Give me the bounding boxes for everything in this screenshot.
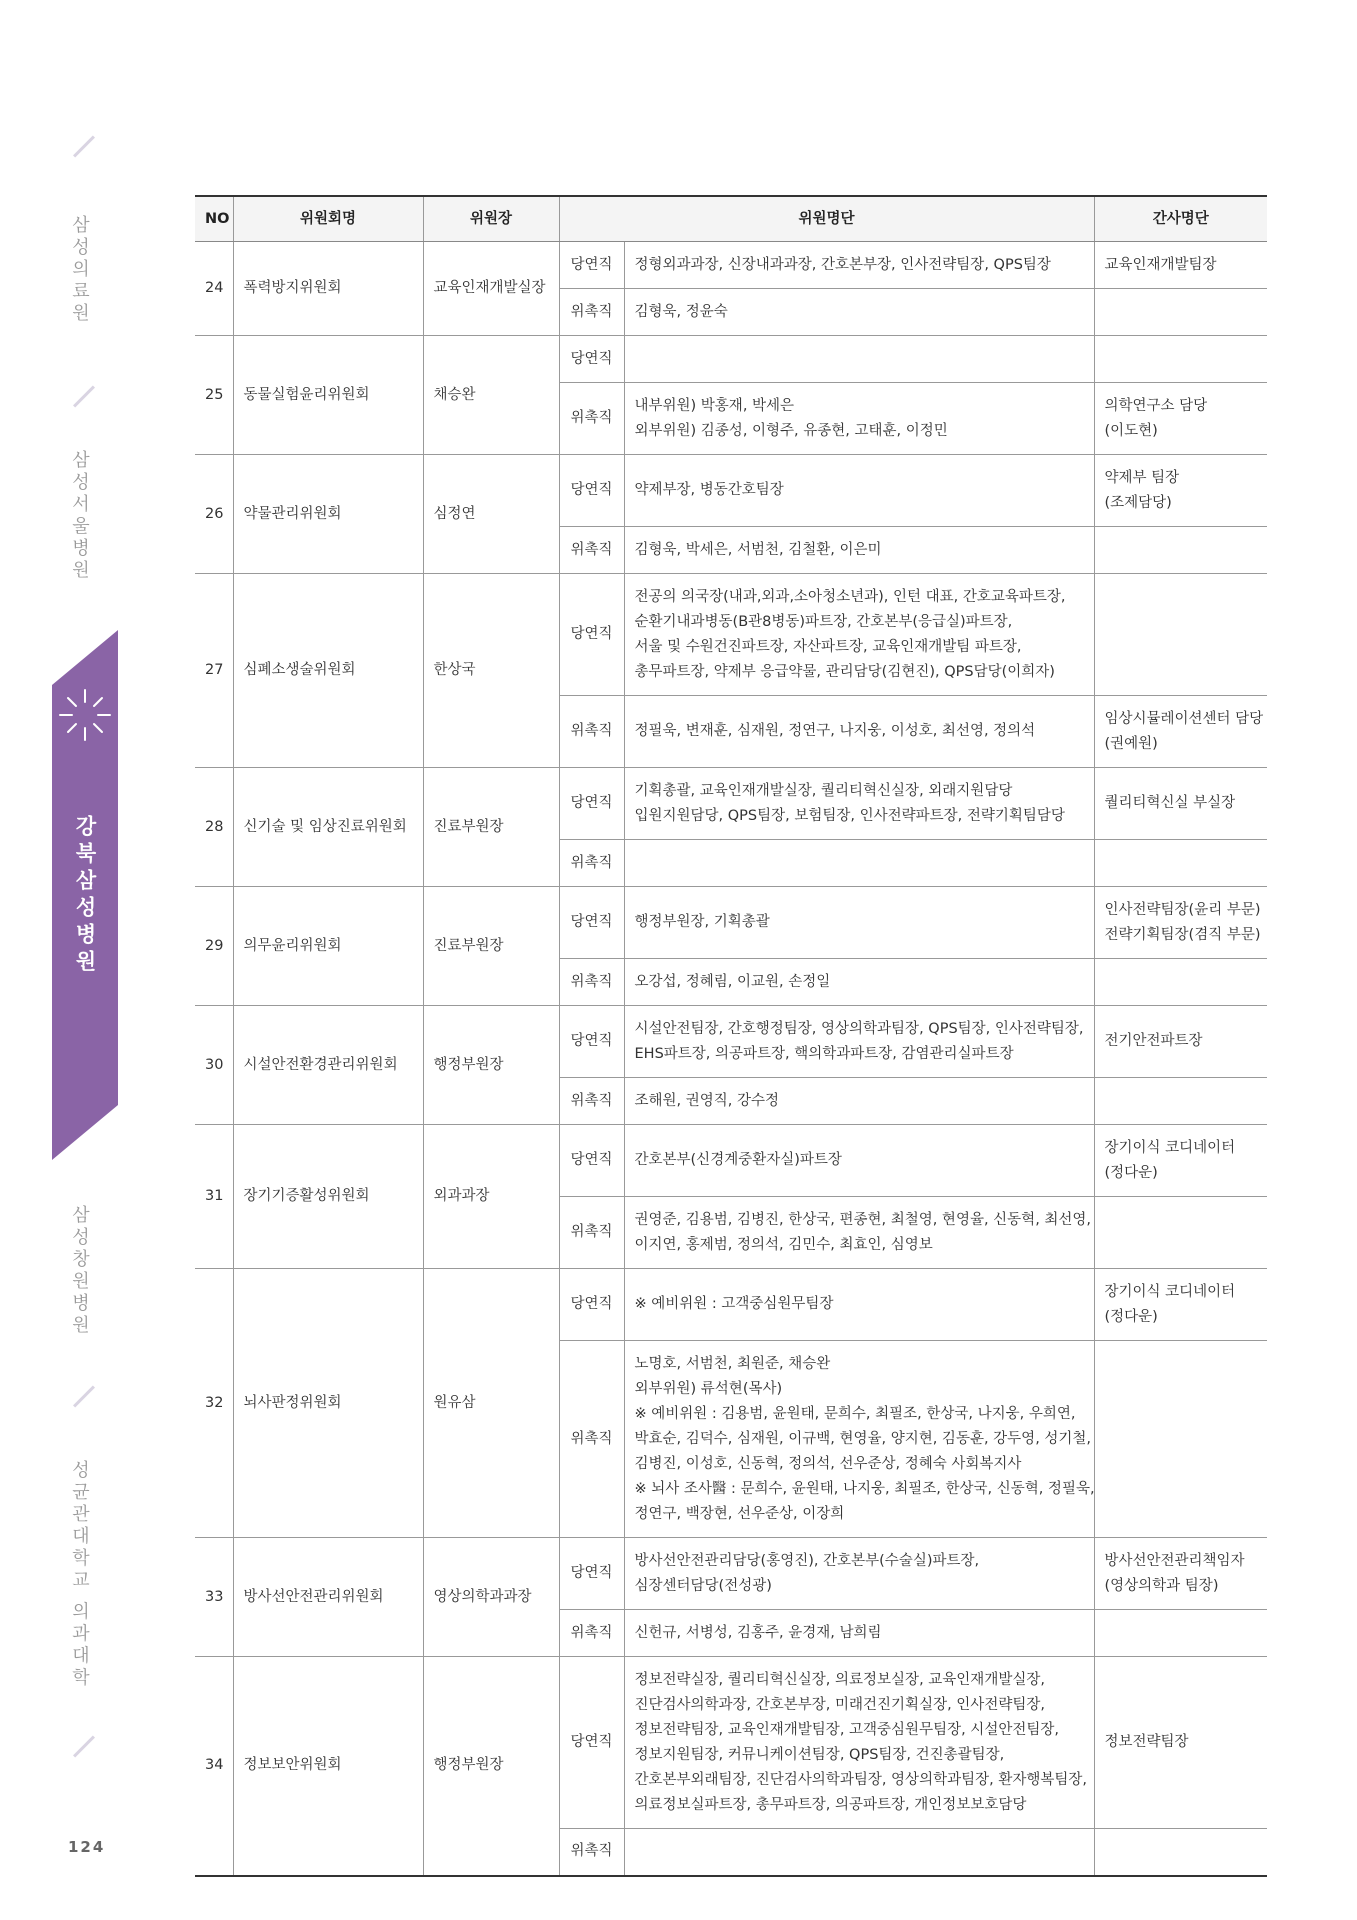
secretary-list <box>1094 1125 1267 1197</box>
member-list-line: 정형외과과장, 신장내과과장, 간호본부장, 인사전략팀장, QPS팀장 <box>634 256 1051 273</box>
member-type <box>559 242 624 289</box>
member-list-line: 총무파트장, 약제부 응급약물, 관리담당(김현진), QPS담당(이희자) <box>634 663 1055 680</box>
member-type-line: 위촉직 <box>570 541 613 558</box>
member-type-line: 위촉직 <box>570 973 613 990</box>
sidebar <box>0 0 130 1920</box>
committee-name <box>233 455 423 574</box>
committee-name <box>233 768 423 887</box>
member-list <box>624 1341 1094 1538</box>
row-number-line: 30 <box>205 1056 224 1073</box>
row-number-line: 29 <box>205 937 224 954</box>
member-list <box>624 1197 1094 1269</box>
header-committee-name: 위원회명 <box>233 196 423 242</box>
member-list-line: 김형욱, 박세은, 서범천, 김철환, 이은미 <box>634 541 882 558</box>
row-number <box>195 768 233 887</box>
member-list <box>624 336 1094 383</box>
committee-chair <box>423 242 559 336</box>
secretary-list <box>1094 455 1267 527</box>
secretary-list <box>1094 527 1267 574</box>
divider-slash <box>73 1736 95 1758</box>
committee-chair <box>423 1006 559 1125</box>
member-list <box>624 1657 1094 1829</box>
committee-name <box>233 1657 423 1876</box>
sidebar-item-label[interactable]: 삼성의료원 <box>69 215 90 325</box>
secretary-list-line: 방사선안전관리책임자 <box>1104 1552 1245 1569</box>
member-type <box>559 527 624 574</box>
row-number <box>195 455 233 574</box>
secretary-list-line: (조제담당) <box>1104 494 1172 511</box>
member-list-line: 오강섭, 정혜림, 이교원, 손정일 <box>634 973 831 990</box>
member-list <box>624 768 1094 840</box>
member-type <box>559 1197 624 1269</box>
committee-name-line: 심폐소생술위원회 <box>243 662 356 678</box>
row-number <box>195 1538 233 1657</box>
committee-chair-line: 진료부원장 <box>433 937 504 954</box>
committee-name <box>233 1125 423 1269</box>
secretary-list <box>1094 336 1267 383</box>
member-list-line: EHS파트장, 의공파트장, 핵의학과파트장, 감염관리실파트장 <box>634 1045 1014 1062</box>
committee-name-line: 방사선안전관리위원회 <box>243 1588 384 1605</box>
secretary-list <box>1094 1610 1267 1657</box>
table-row <box>195 336 1267 383</box>
secretary-list <box>1094 768 1267 840</box>
member-type-line: 위촉직 <box>570 854 613 871</box>
member-type <box>559 289 624 336</box>
divider-slash <box>73 1386 95 1408</box>
member-type <box>559 959 624 1006</box>
committee-chair-line: 영상의학과과장 <box>433 1588 532 1605</box>
row-number-line: 28 <box>205 818 224 835</box>
member-list <box>624 840 1094 887</box>
member-list-line: 전공의 의국장(내과,외과,소아청소년과), 인턴 대표, 간호교육파트장, <box>634 588 1066 605</box>
secretary-list <box>1094 959 1267 1006</box>
committee-chair <box>423 336 559 455</box>
member-list-line: 의료정보실파트장, 총무파트장, 의공파트장, 개인정보보호담당 <box>634 1796 1027 1813</box>
member-list-line: ※ 뇌사 조사醫 : 문희수, 윤원태, 나지웅, 최필조, 한상국, 신동혁, 정필욱, <box>634 1480 1095 1497</box>
member-list-line: 이지연, 홍제범, 정의석, 김민수, 최효인, 심영보 <box>634 1236 933 1253</box>
row-number <box>195 574 233 768</box>
member-list-line: 정보지원팀장, 커뮤니케이션팀장, QPS팀장, 건진총괄팀장, <box>634 1746 1005 1763</box>
member-list <box>624 959 1094 1006</box>
sidebar-item-label[interactable]: 삼성창원병원 <box>69 1205 90 1337</box>
member-list-line: 정필욱, 변재훈, 심재원, 정연구, 나지웅, 이성호, 최선영, 정의석 <box>634 723 1036 739</box>
member-type-line: 당연직 <box>570 350 613 367</box>
member-list-line: 간호본부외래팀장, 진단검사의학과팀장, 영상의학과팀장, 환자행복팀장, <box>634 1771 1087 1788</box>
committee-name <box>233 1006 423 1125</box>
member-list-line: 방사선안전관리담당(홍영진), 간호본부(수술실)파트장, <box>634 1552 980 1569</box>
member-type <box>559 1078 624 1125</box>
committee-name <box>233 242 423 336</box>
member-list-line: 입원지원담당, QPS팀장, 보험팀장, 인사전략파트장, 전략기획팀담당 <box>634 807 1065 824</box>
committee-chair <box>423 574 559 768</box>
secretary-list-line: 약제부 팀장 <box>1104 469 1180 486</box>
member-list-line: ※ 예비위원 : 고객중심원무팀장 <box>634 1296 834 1312</box>
row-number-line: 26 <box>205 505 224 522</box>
member-list-line: 순환기내과병동(B관8병동)파트장, 간호본부(응급실)파트장, <box>634 613 1013 630</box>
committee-chair-line: 진료부원장 <box>433 818 504 835</box>
secretary-list-line: (영상의학과 팀장) <box>1104 1577 1219 1594</box>
secretary-list-line: 전략기획팀장(겸직 부문) <box>1104 926 1261 943</box>
member-type <box>559 1538 624 1610</box>
member-list <box>624 887 1094 959</box>
member-type <box>559 768 624 840</box>
row-number-line: 31 <box>205 1188 224 1204</box>
secretary-list-line: (이도현) <box>1104 422 1158 439</box>
table-row <box>195 455 1267 527</box>
row-number <box>195 1657 233 1876</box>
secretary-list <box>1094 1078 1267 1125</box>
member-list <box>624 696 1094 768</box>
member-list <box>624 1829 1094 1876</box>
row-number <box>195 336 233 455</box>
member-type-line: 당연직 <box>570 1565 613 1581</box>
secretary-list <box>1094 1269 1267 1341</box>
row-number <box>195 1269 233 1538</box>
secretary-list-line: 퀄리티혁신실 부실장 <box>1104 795 1236 811</box>
member-type-line: 당연직 <box>570 914 613 930</box>
member-list-line: 진단검사의학과장, 간호본부장, 미래건진기획실장, 인사전략팀장, <box>634 1696 1045 1713</box>
committee-table <box>195 195 1267 1877</box>
table-body <box>195 242 1267 1876</box>
member-type-line: 위촉직 <box>570 723 613 739</box>
member-list-line: 정연구, 백장현, 선우준상, 이장희 <box>634 1505 845 1522</box>
committee-chair <box>423 455 559 574</box>
burst-icon <box>52 680 118 750</box>
member-list <box>624 527 1094 574</box>
member-type-line: 당연직 <box>570 482 613 498</box>
sidebar-item-label[interactable]: 삼성서울병원 <box>69 450 90 582</box>
member-list-line: 내부위원) 박홍재, 박세은 <box>634 397 795 414</box>
secretary-list <box>1094 1197 1267 1269</box>
table-row <box>195 1269 1267 1341</box>
member-type-line: 당연직 <box>570 1296 613 1312</box>
member-type-line: 위촉직 <box>570 303 613 320</box>
member-list <box>624 455 1094 527</box>
committee-chair <box>423 1125 559 1269</box>
committee-name <box>233 887 423 1006</box>
secretary-list-line: 교육인재개발팀장 <box>1104 256 1217 273</box>
secretary-list <box>1094 574 1267 696</box>
member-list <box>624 289 1094 336</box>
table-row <box>195 1657 1267 1829</box>
member-list-line: 약제부장, 병동간호팀장 <box>634 482 784 498</box>
secretary-list <box>1094 696 1267 768</box>
divider-slash <box>73 136 95 158</box>
committee-name-line: 약물관리위원회 <box>243 505 342 522</box>
committee-name-line: 신기술 및 임상진료위원회 <box>243 818 407 835</box>
member-type <box>559 574 624 696</box>
committee-name-line: 동물실험윤리위원회 <box>243 386 370 403</box>
member-type <box>559 1829 624 1876</box>
member-list <box>624 574 1094 696</box>
member-list-line: 외부위원) 김종성, 이형주, 유종현, 고태훈, 이정민 <box>634 422 948 439</box>
committee-name-line: 정보보안위원회 <box>243 1757 342 1774</box>
member-type-line: 당연직 <box>570 1033 613 1049</box>
secretary-list <box>1094 840 1267 887</box>
member-type <box>559 1269 624 1341</box>
committee-chair <box>423 1538 559 1657</box>
secretary-list <box>1094 1657 1267 1829</box>
member-type <box>559 887 624 959</box>
member-list-line: 시설안전팀장, 간호행정팀장, 영상의학과팀장, QPS팀장, 인사전략팀장, <box>634 1020 1084 1037</box>
member-type-line: 당연직 <box>570 626 613 642</box>
member-type <box>559 1341 624 1538</box>
table-row <box>195 768 1267 840</box>
committee-name-line: 폭력방지위원회 <box>243 280 342 296</box>
member-type-line: 당연직 <box>570 795 613 811</box>
row-number-line: 25 <box>205 386 224 403</box>
member-type-line: 위촉직 <box>570 1624 613 1641</box>
committee-name <box>233 1538 423 1657</box>
committee-name <box>233 336 423 455</box>
table-header-row <box>195 196 1267 242</box>
member-type-line: 위촉직 <box>570 410 613 426</box>
secretary-list-line: 의학연구소 담당 <box>1104 397 1208 414</box>
member-type <box>559 696 624 768</box>
member-type-line: 당연직 <box>570 1734 613 1750</box>
member-list-line: 권영준, 김용범, 김병진, 한상국, 편종현, 최철영, 현영율, 신동혁, 최선영, <box>634 1211 1092 1228</box>
member-list-line: 심장센터담당(전성광) <box>634 1577 772 1594</box>
member-type-line: 위촉직 <box>570 1430 613 1447</box>
committee-chair-line: 채승완 <box>433 386 476 403</box>
table-row <box>195 242 1267 289</box>
secretary-list-line: (권예원) <box>1104 735 1158 752</box>
member-list <box>624 1610 1094 1657</box>
sidebar-item-label[interactable]: 성균관대학교 의과대학 <box>69 1460 90 1690</box>
member-type-line: 위촉직 <box>570 1843 613 1860</box>
sidebar-item-label-active[interactable]: 강북삼성병원 <box>73 815 97 977</box>
member-type <box>559 840 624 887</box>
row-number <box>195 242 233 336</box>
secretary-list-line: 인사전략팀장(윤리 부문) <box>1104 901 1261 918</box>
member-type <box>559 455 624 527</box>
divider-slash <box>73 386 95 408</box>
header-members: 위원명단 <box>559 196 1094 242</box>
committee-chair <box>423 768 559 887</box>
member-list-line: 외부위원) 류석현(목사) <box>634 1380 783 1397</box>
member-list-line: 신헌규, 서병성, 김홍주, 윤경재, 남희림 <box>634 1624 882 1641</box>
row-number <box>195 1125 233 1269</box>
header-chair: 위원장 <box>423 196 559 242</box>
member-list-line: ※ 예비위원 : 김용범, 윤원태, 문희수, 최필조, 한상국, 나지웅, 우희연, <box>634 1405 1076 1422</box>
table-row <box>195 887 1267 959</box>
committee-chair-line: 한상국 <box>433 662 476 678</box>
row-number-line: 27 <box>205 662 224 678</box>
table-row <box>195 1125 1267 1197</box>
member-type <box>559 336 624 383</box>
member-list-line: 김병진, 이성호, 신동혁, 정의석, 선우준상, 정혜숙 사회복지사 <box>634 1455 1022 1472</box>
header-secretary: 간사명단 <box>1094 196 1267 242</box>
member-list <box>624 1125 1094 1197</box>
page-number: 124 <box>68 1838 106 1856</box>
committee-chair-line: 외과과장 <box>433 1188 490 1204</box>
member-list-line: 기획총괄, 교육인재개발실장, 퀄리티혁신실장, 외래지원담당 <box>634 782 1013 799</box>
member-list <box>624 242 1094 289</box>
member-list-line: 서울 및 수원건진파트장, 자산파트장, 교육인재개발팀 파트장, <box>634 638 1022 655</box>
member-list-line: 노명호, 서범천, 최원준, 채승완 <box>634 1355 831 1372</box>
member-type <box>559 1006 624 1078</box>
member-list-line: 조해원, 권영직, 강수정 <box>634 1092 779 1109</box>
row-number-line: 34 <box>205 1757 224 1774</box>
committee-name-line: 의무윤리위원회 <box>243 937 342 954</box>
member-list <box>624 1538 1094 1610</box>
header-no: NO <box>195 196 233 242</box>
member-type-line: 위촉직 <box>570 1092 613 1109</box>
committee-chair-line: 심정연 <box>433 505 476 522</box>
member-type-line: 위촉직 <box>570 1224 613 1240</box>
secretary-list <box>1094 383 1267 455</box>
secretary-list <box>1094 887 1267 959</box>
member-list-line: 행정부원장, 기획총괄 <box>634 914 770 930</box>
committee-chair <box>423 1657 559 1876</box>
secretary-list-line: (정다운) <box>1104 1164 1158 1181</box>
member-type <box>559 1657 624 1829</box>
member-list <box>624 1006 1094 1078</box>
member-type-line: 당연직 <box>570 256 613 273</box>
secretary-list-line: 장기이식 코디네이터 <box>1104 1139 1236 1156</box>
secretary-list <box>1094 1829 1267 1876</box>
secretary-list-line: (정다운) <box>1104 1308 1158 1325</box>
member-type <box>559 1125 624 1197</box>
committee-chair <box>423 887 559 1006</box>
committee-name-line: 장기기증활성위원회 <box>243 1188 370 1204</box>
secretary-list-line: 정보전략팀장 <box>1104 1734 1189 1750</box>
member-type <box>559 1610 624 1657</box>
committee-name-line: 뇌사판정위원회 <box>243 1394 342 1411</box>
committee-name-line: 시설안전환경관리위원회 <box>243 1056 398 1073</box>
row-number-line: 24 <box>205 280 224 296</box>
member-list-line: 정보전략실장, 퀄리티혁신실장, 의료정보실장, 교육인재개발실장, <box>634 1671 1045 1688</box>
member-list <box>624 1078 1094 1125</box>
secretary-list <box>1094 289 1267 336</box>
member-type <box>559 383 624 455</box>
committee-chair-line: 교육인재개발실장 <box>433 280 546 296</box>
committee-chair-line: 원유삼 <box>433 1394 476 1411</box>
committee-chair <box>423 1269 559 1538</box>
member-list-line: 간호본부(신경계중환자실)파트장 <box>634 1152 842 1168</box>
member-list-line: 김형욱, 정윤숙 <box>634 303 728 320</box>
secretary-list <box>1094 242 1267 289</box>
row-number-line: 33 <box>205 1588 224 1605</box>
member-list <box>624 383 1094 455</box>
member-list-line: 정보전략팀장, 교육인재개발팀장, 고객중심원무팀장, 시설안전팀장, <box>634 1721 1059 1738</box>
secretary-list-line: 전기안전파트장 <box>1104 1033 1203 1049</box>
member-type-line: 당연직 <box>570 1152 613 1168</box>
committee-chair-line: 행정부원장 <box>433 1757 504 1774</box>
secretary-list <box>1094 1006 1267 1078</box>
row-number <box>195 887 233 1006</box>
table-row <box>195 1538 1267 1610</box>
secretary-list-line: 임상시뮬레이션센터 담당 <box>1104 710 1264 727</box>
row-number <box>195 1006 233 1125</box>
secretary-list <box>1094 1341 1267 1538</box>
secretary-list-line: 장기이식 코디네이터 <box>1104 1283 1236 1300</box>
secretary-list <box>1094 1538 1267 1610</box>
table-row <box>195 1006 1267 1078</box>
committee-name <box>233 574 423 768</box>
committee-name <box>233 1269 423 1538</box>
committee-chair-line: 행정부원장 <box>433 1056 504 1073</box>
table-row <box>195 574 1267 696</box>
row-number-line: 32 <box>205 1394 224 1411</box>
member-list-line: 박효순, 김덕수, 심재원, 이규백, 현영율, 양지현, 김동훈, 강두영, 성기철, <box>634 1430 1092 1447</box>
member-list <box>624 1269 1094 1341</box>
